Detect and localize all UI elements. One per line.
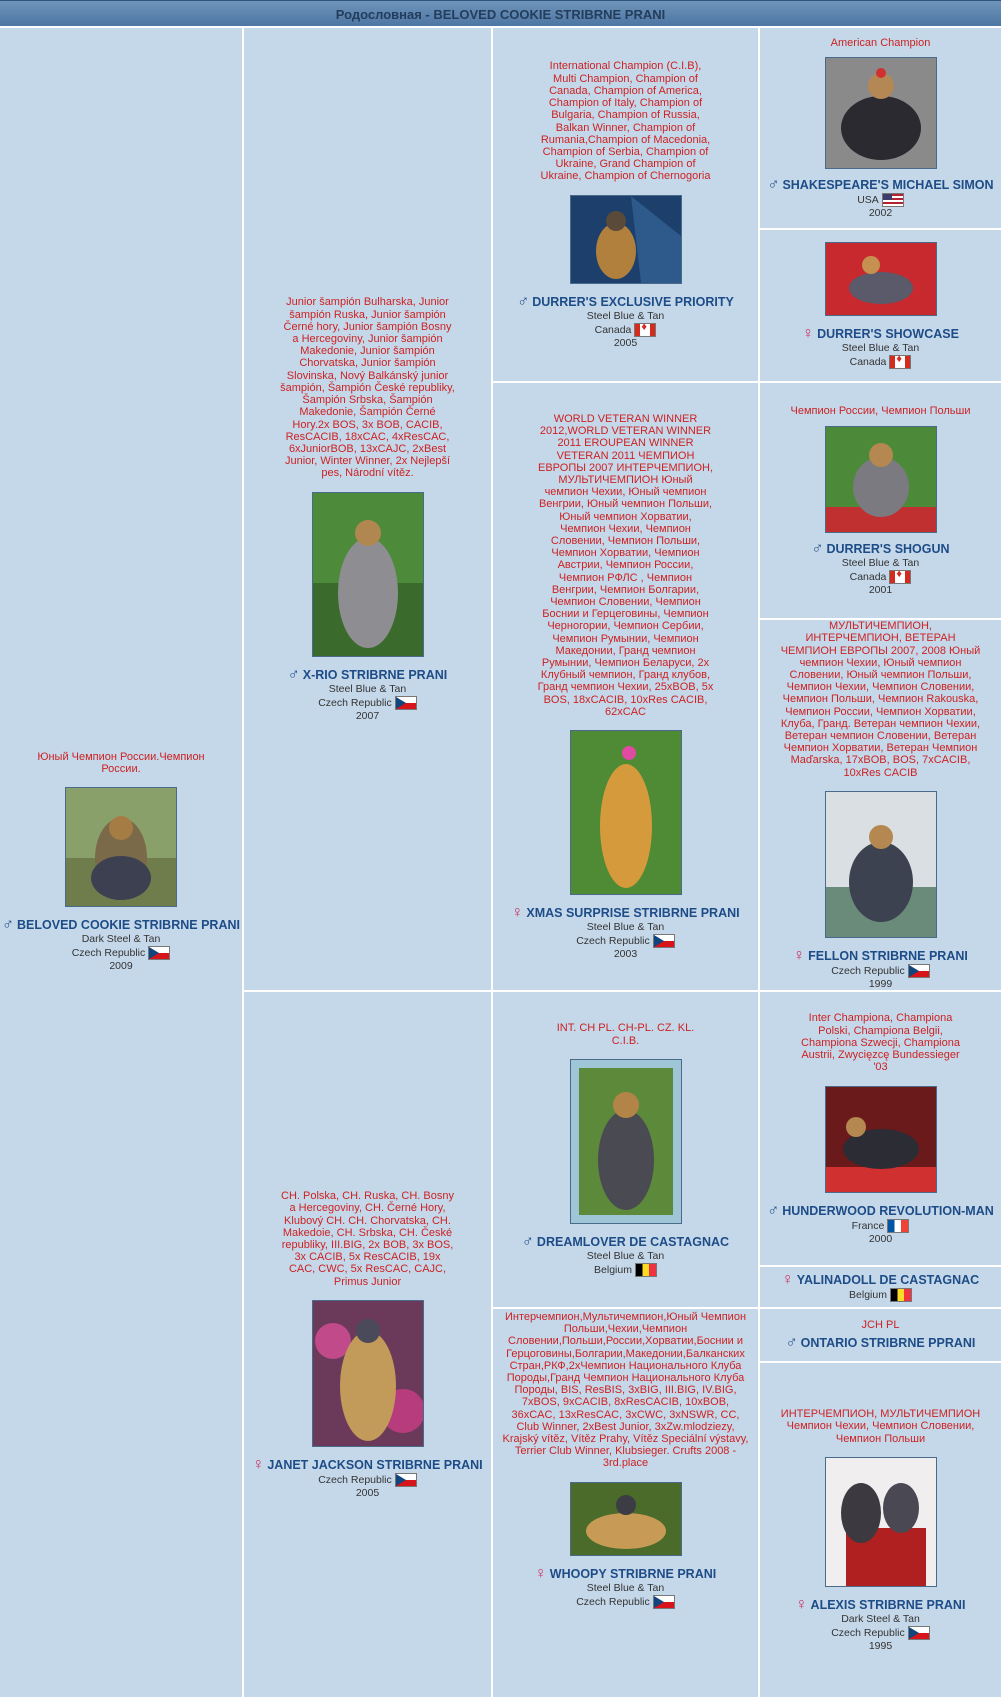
dog-name-link[interactable]: ♂ DURRER'S SHOGUN	[811, 539, 950, 557]
czech-flag-icon	[908, 1626, 930, 1640]
dog-name-link[interactable]: ♀ ALEXIS STRIBRNE PRANI	[795, 1595, 966, 1613]
dog-titles: Юный Чемпион России.Чемпион России.	[37, 751, 205, 776]
dog-photo[interactable]	[570, 730, 682, 895]
czech-flag-icon	[653, 934, 675, 948]
dog-titles: Junior šampión Bulharska, Junior šampión Ruska, Junior šampión Černé hory, Junior šampión Bosny a Hercegoviny, Junior šampión Makedonie, Junior šampión Chorvatska, Junior šampión Slovinska, Nový Balkánský junior šampión, Šampión České republiky, Šampión Srbska, Šampión Makedonie, Šampión Černé Hory.2x BOS, 3x BOB, CACIB, ResCACIB, 18xCAC, 4xResCAC, 6xJuniorBOB, 13xCAJC, 2xBest Junior, Winter Winner, 2x Nejlepší pes, Národní vítěz.	[280, 296, 455, 480]
dog-color: Dark Steel & Tan	[841, 1612, 920, 1625]
dog-titles: Inter Championa, Championa Polski, Championa Belgii, Championa Szwecji, Championa Austrii, Zwycięzcę Bundessieger '03	[801, 1012, 960, 1074]
page-title: Родословная - BELOVED COOKIE STRIBRNE PRANI	[0, 0, 1001, 28]
canada-flag-icon	[889, 355, 911, 369]
dog-cell-sds	[760, 383, 1001, 618]
pedigree-table	[0, 28, 1001, 1697]
dog-photo[interactable]	[312, 1300, 424, 1447]
dog-name-link[interactable]: ♂ X-RIO STRIBRNE PRANI	[287, 665, 448, 683]
czech-flag-icon	[395, 696, 417, 710]
dog-cell-sd	[493, 383, 758, 990]
dog-country: Czech Republic	[318, 1473, 417, 1487]
dog-name-link[interactable]: ♂ DREAMLOVER DE CASTAGNAC	[521, 1232, 730, 1250]
canada-flag-icon	[634, 323, 656, 337]
dog-cell-sss	[760, 28, 1001, 228]
female-symbol-icon: ♀	[511, 904, 524, 922]
dog-name-link[interactable]: ♀ YALINADOLL DE CASTAGNAC	[781, 1271, 980, 1288]
dog-country: Belgium	[849, 1288, 912, 1302]
dog-photo[interactable]	[825, 791, 937, 938]
dog-name-link[interactable]: ♀ WHOOPY STRIBRNE PRANI	[534, 1564, 717, 1582]
dog-country: Czech Republic	[576, 1595, 675, 1609]
dog-name-link[interactable]: ♀ DURRER'S SHOWCASE	[802, 325, 959, 342]
dog-year: 1995	[868, 1639, 893, 1652]
female-symbol-icon: ♀	[252, 1455, 265, 1473]
dog-titles: Интерчемпион,Мультичемпион,Юный Чемпион Польши,Чехии,Чемпион Словении,Польши,России,Хорватии,Боснии и Герцоговины,Болгарии,Македонии,Балканских Стран,РКФ,2хЧемпион Национального Клуба Породы,Гранд Чемпион Национального Клуба Породы, BIS, ResBIS, 3xBIG, III.BIG, IV.BIG, 7xBOS, 9xCACIB, 8xResCACIB, 10xBOB, 36xCAC, 13xResCAC, 3xCWC, 3xNSWR, CC, Club Winner, 2xBest Junior, 3xZw.mlodziezy, Krajský vítěz, Vítěz Prahy, Vítěz Speciální výstavy, Terrier Club Winner, Klubsieger. Crufts 2008 - 3rd.place	[502, 1311, 749, 1470]
dog-country: Canada♦	[850, 570, 912, 584]
czech-flag-icon	[148, 946, 170, 960]
dog-country: Czech Republic	[72, 946, 171, 960]
dog-titles: Чемпион России, Чемпион Польши	[790, 405, 971, 418]
dog-name-link[interactable]: ♀ FELLON STRIBRNE PRANI	[793, 946, 968, 964]
male-symbol-icon: ♂	[517, 292, 530, 310]
dog-photo[interactable]	[825, 57, 937, 169]
dog-cell-sdd	[760, 620, 1001, 990]
dog-cell-ss	[493, 28, 758, 381]
dog-year: 2009	[109, 960, 133, 973]
male-symbol-icon: ♂	[767, 1201, 780, 1219]
canada-flag-icon	[889, 570, 911, 584]
dog-color: Steel Blue & Tan	[586, 921, 665, 934]
dog-cell-ds	[493, 992, 758, 1307]
dog-year: 2005	[613, 336, 638, 349]
usa-flag-icon	[882, 193, 904, 207]
male-symbol-icon: ♂	[811, 539, 824, 557]
male-symbol-icon: ♂	[785, 1333, 798, 1351]
dog-photo[interactable]	[570, 1482, 682, 1556]
dog-name-link[interactable]: ♀ JANET JACKSON STRIBRNE PRANI	[252, 1455, 483, 1473]
dog-year: 2003	[613, 948, 638, 961]
czech-flag-icon	[395, 1473, 417, 1487]
dog-photo[interactable]	[825, 426, 937, 533]
dog-country: Czech Republic	[831, 1626, 930, 1640]
dog-titles: WORLD VETERAN WINNER 2012,WORLD VETERAN WINNER 2011 EROUPEAN WINNER VETERAN 2011 ЧЕМПИОН ЕВРОПЫ 2007 ИНТЕРЧЕМПИОН, МУЛЬТИЧЕМПИОН Юный чемпион Чехии, Юный чемпион Венгрии, Юный чемпион Польши, Юный чемпион Хорватии, Чемпион Чехии, Чемпион Словении, Чемпион Польши, Чемпион Хорватии, Чемпион Австрии, Чемпион России, Чемпион РФЛС , Чемпион Венгрии, Чемпион Болгарии, Чемпион Словении, Чемпион Боснии и Герцеговины, Чемпион Черногории, Чемпион Сербии, Чемпион Румынии, Чемпион Македонии, Гранд чемпион Румынии, Чемпион Беларуси, 2х Клубный чемпион, Гранд клубов, Гранд чемпион Чехии, 25xBOB, 5x BOS, 18xCACIB, 10xRes CACIB, 62xCAC	[537, 412, 714, 718]
female-symbol-icon: ♀	[534, 1564, 547, 1582]
dog-cell-ssd	[760, 230, 1001, 381]
dog-country: France	[852, 1219, 910, 1233]
dog-color: Steel Blue & Tan	[586, 309, 665, 322]
dog-country: Canada♦	[595, 323, 657, 337]
dog-photo[interactable]	[570, 195, 682, 284]
dog-photo[interactable]	[825, 1457, 937, 1587]
dog-name-link[interactable]: ♀ XMAS SURPRISE STRIBRNE PRANI	[511, 904, 740, 922]
male-symbol-icon: ♂	[767, 176, 780, 194]
male-symbol-icon: ♂	[2, 916, 15, 934]
dog-country: Belgium	[594, 1263, 657, 1277]
dog-color: Steel Blue & Tan	[586, 1581, 665, 1594]
dog-titles: International Champion (C.I.B), Multi Champion, Champion of Canada, Champion of America, Champion of Italy, Champion of Bulgaria, Champion of Russia, Balkan Winner, Champion of Rumania,Champion of Macedonia, Champion of Serbia, Champion of Ukraine, Grand Champion of Ukraine, Champion of Chernogoria	[540, 60, 711, 183]
dog-cell-ddd	[760, 1363, 1001, 1697]
dog-country: Czech Republic	[318, 696, 417, 710]
dog-name-link[interactable]: ♂ ONTARIO STRIBRNE PPRANI	[785, 1333, 976, 1351]
dog-name-link[interactable]: ♂ BELOVED COOKIE STRIBRNE PRANI	[2, 916, 240, 934]
dog-color: Steel Blue & Tan	[841, 342, 920, 354]
dog-photo[interactable]	[825, 1086, 937, 1193]
dog-country: Czech Republic	[831, 964, 930, 978]
dog-country: Czech Republic	[576, 934, 675, 948]
dog-titles: CH. Polska, CH. Ruska, CH. Bosny a Hercegoviny, CH. Černé Hory, Klubový CH. CH. Chorvatska, CH. Makedoie, CH. Srbska, CH. České republiky, III.BIG, 2x BOB, 3x BOS, 3x CACIB, 5x ResCACIB, 19x CAC, CWC, 5x ResCAC, CAJC, Primus Junior	[281, 1190, 454, 1288]
dog-year: 1999	[868, 977, 893, 990]
dog-titles: INT. CH PL. CH-PL. CZ. KL. C.I.B.	[556, 1022, 695, 1047]
dog-cell-subject	[0, 28, 242, 1697]
female-symbol-icon: ♀	[781, 1271, 794, 1288]
dog-name-link[interactable]: ♂ DURRER'S EXCLUSIVE PRIORITY	[517, 292, 734, 310]
dog-cell-sire	[244, 28, 491, 990]
dog-year: 2000	[868, 1232, 893, 1245]
dog-titles: American Champion	[830, 36, 931, 49]
male-symbol-icon: ♂	[287, 665, 300, 683]
dog-photo[interactable]	[825, 242, 937, 316]
dog-year: 2001	[868, 583, 893, 596]
dog-country: USA	[857, 193, 904, 207]
dog-titles: ИНТЕРЧЕМПИОН, МУЛЬТИЧЕМПИОН Чемпион Чехии, Чемпион Словении, Чемпион Польши	[780, 1408, 981, 1445]
france-flag-icon	[887, 1219, 909, 1233]
dog-photo[interactable]	[312, 492, 424, 657]
dog-color: Dark Steel & Tan	[81, 933, 161, 946]
dog-photo[interactable]	[65, 787, 177, 907]
dog-cell-dss	[760, 992, 1001, 1265]
dog-color: Steel Blue & Tan	[586, 1249, 665, 1262]
dog-titles: JCH PL	[861, 1319, 900, 1332]
dog-name-link[interactable]: ♂ SHAKESPEARE'S MICHAEL SIMON	[767, 176, 994, 194]
belgium-flag-icon	[890, 1288, 912, 1302]
female-symbol-icon: ♀	[802, 325, 815, 342]
dog-cell-dam	[244, 992, 491, 1697]
dog-cell-dd	[493, 1309, 758, 1697]
belgium-flag-icon	[635, 1263, 657, 1277]
dog-year: 2002	[868, 207, 893, 220]
dog-color: Steel Blue & Tan	[328, 682, 407, 695]
czech-flag-icon	[908, 964, 930, 978]
dog-year: 2007	[355, 709, 380, 722]
czech-flag-icon	[653, 1595, 675, 1609]
dog-cell-dds	[760, 1309, 1001, 1361]
female-symbol-icon: ♀	[795, 1595, 808, 1613]
dog-country: Canada♦	[850, 355, 912, 369]
dog-photo[interactable]	[570, 1059, 682, 1224]
dog-titles: МУЛЬТИЧЕМПИОН, ИНТЕРЧЕМПИОН, ВЕТЕРАН ЧЕМПИОН ЕВРОПЫ 2007, 2008 Юный чемпион Чехии, Юный чемпион Словении, Юный чемпион Польши, Чемпион Чехии, Чемпион Словении, Чемпион Польши, Чемпион Rakouska, Чемпион России, Чемпион Хорватии, Клуба, Гранд. Ветеран чемпион Чехии, Ветеран чемпион Словении, Ветеран Чемпион Хорватии, Ветеран Чемпион Maďarska, 17xBOB, BOS, 7xCACIB, 10xRes CACIB	[780, 620, 981, 779]
dog-cell-dsd	[760, 1267, 1001, 1307]
dog-name-link[interactable]: ♂ HUNDERWOOD REVOLUTION-MAN	[767, 1201, 994, 1219]
female-symbol-icon: ♀	[793, 946, 806, 964]
dog-color: Steel Blue & Tan	[841, 556, 920, 569]
male-symbol-icon: ♂	[521, 1232, 534, 1250]
dog-year: 2005	[355, 1486, 380, 1499]
